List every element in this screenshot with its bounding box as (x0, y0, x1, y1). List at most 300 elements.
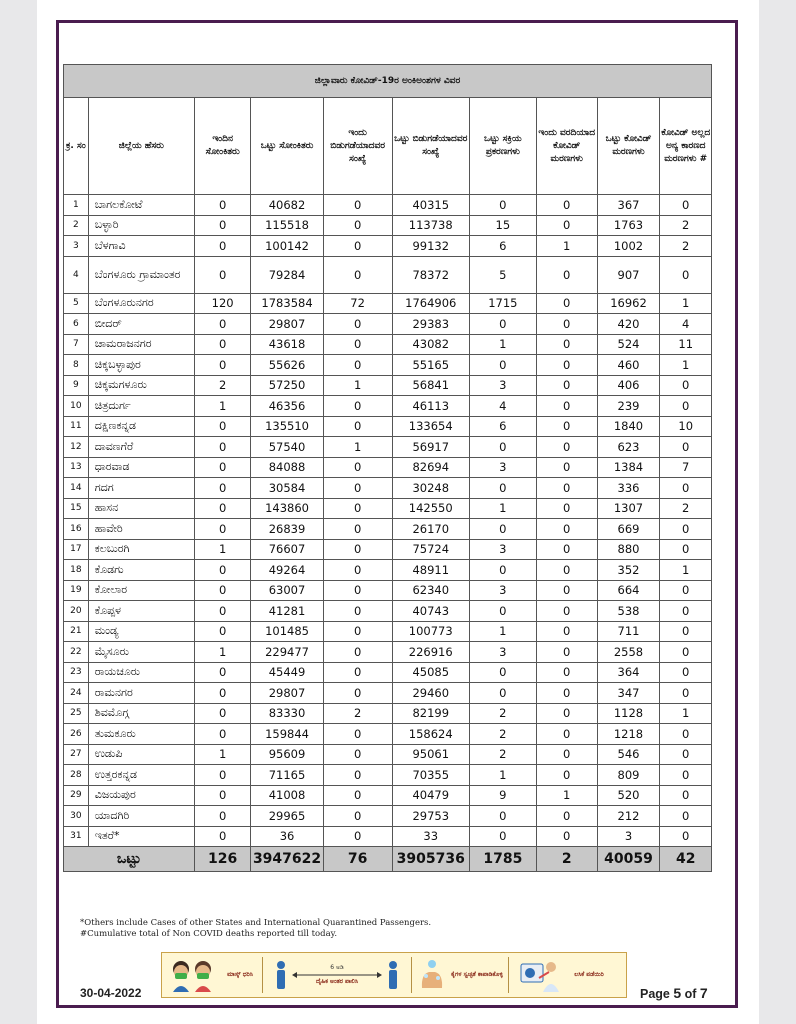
row-today-discharged: 0 (323, 314, 392, 335)
row-active: 1 (469, 765, 536, 786)
row-total-positive: 45449 (251, 662, 323, 683)
row-today-deaths: 1 (536, 236, 597, 257)
row-total-discharged: 75724 (392, 539, 469, 560)
row-non-covid-deaths: 0 (660, 662, 712, 683)
row-today-deaths: 0 (536, 314, 597, 335)
row-sl: 19 (64, 580, 89, 601)
row-total-deaths: 524 (597, 334, 660, 355)
row-sl: 3 (64, 236, 89, 257)
row-today-discharged: 1 (323, 437, 392, 458)
row-total-positive: 49264 (251, 560, 323, 581)
row-today-positive: 0 (194, 580, 251, 601)
row-active: 0 (469, 826, 536, 847)
row-total-positive: 79284 (251, 256, 323, 293)
row-today-deaths: 0 (536, 293, 597, 314)
row-total-deaths: 347 (597, 683, 660, 704)
row-district: ಉತ್ತರಕನ್ನಡ (88, 765, 194, 786)
row-today-deaths: 0 (536, 806, 597, 827)
row-today-positive: 2 (194, 375, 251, 396)
row-today-deaths: 0 (536, 334, 597, 355)
row-active: 3 (469, 457, 536, 478)
distance-block (292, 964, 382, 986)
table-row (64, 621, 712, 642)
row-total-deaths: 1307 (597, 498, 660, 519)
row-district: ಗದಗ (88, 478, 194, 499)
row-today-discharged: 0 (323, 744, 392, 765)
row-district: ಬಳ್ಳಾರಿ (88, 215, 194, 236)
row-today-positive: 0 (194, 724, 251, 745)
row-active: 0 (469, 683, 536, 704)
row-total-positive: 57250 (251, 375, 323, 396)
row-total-discharged: 158624 (392, 724, 469, 745)
row-total-positive: 63007 (251, 580, 323, 601)
row-active: 4 (469, 396, 536, 417)
row-non-covid-deaths: 0 (660, 478, 712, 499)
row-total-discharged: 226916 (392, 642, 469, 663)
row-today-deaths: 0 (536, 457, 597, 478)
row-total-discharged: 40315 (392, 195, 469, 216)
covid-district-table (63, 64, 712, 872)
row-today-deaths: 1 (536, 785, 597, 806)
banner-mask-section (162, 953, 262, 997)
row-total-discharged: 29460 (392, 683, 469, 704)
row-today-discharged: 0 (323, 539, 392, 560)
row-non-covid-deaths: 2 (660, 236, 712, 257)
table-row (64, 826, 712, 847)
row-today-positive: 0 (194, 601, 251, 622)
row-today-positive: 1 (194, 744, 251, 765)
table-row (64, 642, 712, 663)
table-row (64, 334, 712, 355)
row-district: ದಕ್ಷಿಣಕನ್ನಡ (88, 416, 194, 437)
row-non-covid-deaths: 7 (660, 457, 712, 478)
row-today-positive: 0 (194, 826, 251, 847)
row-total-deaths: 623 (597, 437, 660, 458)
row-today-positive: 0 (194, 703, 251, 724)
row-non-covid-deaths: 1 (660, 560, 712, 581)
row-active: 1 (469, 621, 536, 642)
row-today-deaths: 0 (536, 580, 597, 601)
row-active: 0 (469, 478, 536, 499)
row-total-discharged: 82199 (392, 703, 469, 724)
row-total-positive: 143860 (251, 498, 323, 519)
row-non-covid-deaths: 0 (660, 195, 712, 216)
row-total-positive: 71165 (251, 765, 323, 786)
row-total-positive: 1783584 (251, 293, 323, 314)
row-active: 15 (469, 215, 536, 236)
row-today-discharged: 0 (323, 396, 392, 417)
row-district: ರಾಮನಗರ (88, 683, 194, 704)
row-total-positive: 41008 (251, 785, 323, 806)
row-district: ಕೊಡಗು (88, 560, 194, 581)
row-total-discharged: 40479 (392, 785, 469, 806)
row-today-positive: 0 (194, 215, 251, 236)
row-today-deaths: 0 (536, 703, 597, 724)
row-total-positive: 101485 (251, 621, 323, 642)
row-sl: 18 (64, 560, 89, 581)
row-non-covid-deaths: 0 (660, 580, 712, 601)
row-total-discharged: 30248 (392, 478, 469, 499)
row-district: ದಾವಣಗೆರೆ (88, 437, 194, 458)
row-non-covid-deaths: 0 (660, 724, 712, 745)
row-sl: 25 (64, 703, 89, 724)
row-total-deaths: 239 (597, 396, 660, 417)
row-district: ಧಾರವಾಡ (88, 457, 194, 478)
row-non-covid-deaths: 0 (660, 785, 712, 806)
row-sl: 6 (64, 314, 89, 335)
header-row (64, 98, 712, 195)
row-today-deaths: 0 (536, 560, 597, 581)
row-non-covid-deaths: 0 (660, 826, 712, 847)
row-sl: 28 (64, 765, 89, 786)
row-today-positive: 0 (194, 416, 251, 437)
row-non-covid-deaths: 0 (660, 396, 712, 417)
row-today-discharged: 2 (323, 703, 392, 724)
table-row (64, 601, 712, 622)
row-today-positive: 0 (194, 355, 251, 376)
table-row (64, 457, 712, 478)
row-sl: 20 (64, 601, 89, 622)
row-non-covid-deaths: 0 (660, 539, 712, 560)
row-total-deaths: 336 (597, 478, 660, 499)
row-district: ಹಾವೇರಿ (88, 519, 194, 540)
row-district: ಬೆಂಗಳೂರುನಗರ (88, 293, 194, 314)
row-total-positive: 83330 (251, 703, 323, 724)
row-total-deaths: 2558 (597, 642, 660, 663)
row-today-deaths: 0 (536, 744, 597, 765)
row-today-positive: 0 (194, 621, 251, 642)
row-sl: 12 (64, 437, 89, 458)
row-total-positive: 100142 (251, 236, 323, 257)
row-sl: 15 (64, 498, 89, 519)
row-district: ಚಿಕ್ಕಬಳ್ಳಾಪುರ (88, 355, 194, 376)
row-non-covid-deaths: 0 (660, 806, 712, 827)
row-active: 0 (469, 806, 536, 827)
row-total-deaths: 538 (597, 601, 660, 622)
safety-banner (161, 952, 627, 998)
row-today-discharged: 0 (323, 478, 392, 499)
row-today-discharged: 1 (323, 375, 392, 396)
row-total-deaths: 907 (597, 256, 660, 293)
row-today-discharged: 0 (323, 498, 392, 519)
row-total-discharged: 70355 (392, 765, 469, 786)
row-sl: 7 (64, 334, 89, 355)
row-total-discharged: 26170 (392, 519, 469, 540)
table-row (64, 806, 712, 827)
row-non-covid-deaths: 0 (660, 437, 712, 458)
row-non-covid-deaths: 1 (660, 355, 712, 376)
row-non-covid-deaths: 0 (660, 765, 712, 786)
row-today-deaths: 0 (536, 375, 597, 396)
row-total-positive: 29965 (251, 806, 323, 827)
row-total-positive: 41281 (251, 601, 323, 622)
row-today-positive: 0 (194, 519, 251, 540)
row-today-deaths: 0 (536, 256, 597, 293)
row-today-positive: 0 (194, 683, 251, 704)
row-active: 1715 (469, 293, 536, 314)
page-total: 7 (699, 985, 708, 1001)
row-non-covid-deaths: 11 (660, 334, 712, 355)
row-today-deaths: 0 (536, 355, 597, 376)
row-district: ವಿಜಯಪುರ (88, 785, 194, 806)
vaccine-icon (519, 958, 563, 992)
row-total-deaths: 520 (597, 785, 660, 806)
row-total-deaths: 1218 (597, 724, 660, 745)
total-total-positive: 3947622 (251, 847, 323, 872)
total-deaths: 40059 (597, 847, 660, 872)
row-non-covid-deaths: 1 (660, 293, 712, 314)
row-total-discharged: 142550 (392, 498, 469, 519)
row-total-discharged: 48911 (392, 560, 469, 581)
header-total-positive: ಒಟ್ಟು ಸೋಂಕಿತರು (251, 98, 323, 195)
row-today-discharged: 0 (323, 826, 392, 847)
total-today-positive: 126 (194, 847, 251, 872)
row-district: ಬೆಳಗಾವಿ (88, 236, 194, 257)
row-today-positive: 1 (194, 396, 251, 417)
total-active: 1785 (469, 847, 536, 872)
row-district: ಯಾದಗಿರಿ (88, 806, 194, 827)
table-row (64, 785, 712, 806)
row-non-covid-deaths: 0 (660, 683, 712, 704)
table-row (64, 724, 712, 745)
row-non-covid-deaths: 10 (660, 416, 712, 437)
row-non-covid-deaths: 0 (660, 621, 712, 642)
row-district: ಕೊಪ್ಪಳ (88, 601, 194, 622)
row-today-positive: 0 (194, 334, 251, 355)
handwash-icon (417, 958, 447, 992)
row-today-deaths: 0 (536, 416, 597, 437)
table-row (64, 703, 712, 724)
row-non-covid-deaths: 2 (660, 215, 712, 236)
row-total-positive: 29807 (251, 683, 323, 704)
row-total-discharged: 33 (392, 826, 469, 847)
row-total-discharged: 40743 (392, 601, 469, 622)
row-today-discharged: 0 (323, 724, 392, 745)
row-total-positive: 40682 (251, 195, 323, 216)
row-today-discharged: 0 (323, 642, 392, 663)
row-today-deaths: 0 (536, 621, 597, 642)
row-district: ಹಾಸನ (88, 498, 194, 519)
row-today-discharged: 0 (323, 416, 392, 437)
row-today-deaths: 0 (536, 215, 597, 236)
row-non-covid-deaths: 0 (660, 642, 712, 663)
row-sl: 11 (64, 416, 89, 437)
person-icon (274, 960, 288, 990)
header-non-covid-deaths: ಕೋವಿಡ್ ಅಲ್ಲದ ಅನ್ಯ ಕಾರಣದ ಮರಣಗಳು # (660, 98, 712, 195)
row-today-deaths: 0 (536, 519, 597, 540)
table-row (64, 437, 712, 458)
row-today-deaths: 0 (536, 539, 597, 560)
row-sl: 17 (64, 539, 89, 560)
row-district: ಕೋಲಾರ (88, 580, 194, 601)
row-total-deaths: 406 (597, 375, 660, 396)
row-total-discharged: 62340 (392, 580, 469, 601)
row-total-discharged: 113738 (392, 215, 469, 236)
row-today-positive: 0 (194, 437, 251, 458)
row-total-deaths: 669 (597, 519, 660, 540)
row-total-deaths: 364 (597, 662, 660, 683)
row-total-discharged: 56917 (392, 437, 469, 458)
row-today-discharged: 0 (323, 580, 392, 601)
row-today-positive: 0 (194, 236, 251, 257)
header-total-deaths: ಒಟ್ಟು ಕೋವಿಡ್ ಮರಣಗಳು (597, 98, 660, 195)
row-district: ಇತರೆ* (88, 826, 194, 847)
row-active: 3 (469, 580, 536, 601)
row-sl: 4 (64, 256, 89, 293)
row-total-discharged: 78372 (392, 256, 469, 293)
row-total-deaths: 1384 (597, 457, 660, 478)
table-row (64, 416, 712, 437)
header-today-deaths: ಇಂದು ವರದಿಯಾದ ಕೋವಿಡ್ ಮರಣಗಳು (536, 98, 597, 195)
row-total-discharged: 56841 (392, 375, 469, 396)
row-today-discharged: 72 (323, 293, 392, 314)
row-non-covid-deaths: 0 (660, 744, 712, 765)
banner-hygiene-section (412, 953, 508, 997)
table-row (64, 478, 712, 499)
table-row (64, 256, 712, 293)
row-sl: 13 (64, 457, 89, 478)
row-today-positive: 1 (194, 642, 251, 663)
row-today-discharged: 0 (323, 215, 392, 236)
row-non-covid-deaths: 0 (660, 256, 712, 293)
row-active: 0 (469, 355, 536, 376)
table-row (64, 744, 712, 765)
banner-distance-section (263, 953, 411, 997)
row-today-discharged: 0 (323, 195, 392, 216)
header-today-positive: ಇಂದಿನ ಸೋಂಕಿತರು (194, 98, 251, 195)
row-non-covid-deaths: 0 (660, 601, 712, 622)
row-district: ಮಂಡ್ಯ (88, 621, 194, 642)
row-total-positive: 29807 (251, 314, 323, 335)
row-today-deaths: 0 (536, 195, 597, 216)
row-active: 6 (469, 236, 536, 257)
table-row (64, 195, 712, 216)
row-today-discharged: 0 (323, 256, 392, 293)
table-row (64, 580, 712, 601)
page-current: 5 (673, 985, 682, 1001)
row-district: ಉಡುಪಿ (88, 744, 194, 765)
row-total-deaths: 664 (597, 580, 660, 601)
row-active: 2 (469, 744, 536, 765)
row-total-deaths: 1840 (597, 416, 660, 437)
row-today-discharged: 0 (323, 236, 392, 257)
table-row (64, 355, 712, 376)
row-today-positive: 0 (194, 256, 251, 293)
row-sl: 16 (64, 519, 89, 540)
row-today-positive: 0 (194, 314, 251, 335)
row-total-positive: 36 (251, 826, 323, 847)
row-sl: 1 (64, 195, 89, 216)
row-today-positive: 0 (194, 785, 251, 806)
row-total-discharged: 95061 (392, 744, 469, 765)
row-total-positive: 43618 (251, 334, 323, 355)
row-today-deaths: 0 (536, 498, 597, 519)
row-sl: 2 (64, 215, 89, 236)
banner-vaccine-section (509, 953, 619, 997)
report-date: 30-04-2022 (80, 986, 142, 1000)
row-today-positive: 0 (194, 560, 251, 581)
row-active: 1 (469, 498, 536, 519)
table-row (64, 236, 712, 257)
row-today-deaths: 0 (536, 826, 597, 847)
vaccine-label: ಲಸಿಕೆ ಪಡೆಯಿರಿ (574, 971, 604, 978)
row-active: 9 (469, 785, 536, 806)
row-active: 0 (469, 560, 536, 581)
row-total-positive: 57540 (251, 437, 323, 458)
row-total-positive: 76607 (251, 539, 323, 560)
row-active: 2 (469, 724, 536, 745)
total-row (64, 847, 712, 872)
row-district: ರಾಯಚೂರು (88, 662, 194, 683)
row-today-positive: 120 (194, 293, 251, 314)
row-sl: 29 (64, 785, 89, 806)
row-today-discharged: 0 (323, 560, 392, 581)
row-total-positive: 55626 (251, 355, 323, 376)
row-today-deaths: 0 (536, 662, 597, 683)
row-total-positive: 159844 (251, 724, 323, 745)
row-sl: 14 (64, 478, 89, 499)
row-active: 0 (469, 437, 536, 458)
distance-value: 6 ಅಡಿ (330, 964, 344, 971)
row-total-discharged: 99132 (392, 236, 469, 257)
row-non-covid-deaths: 2 (660, 498, 712, 519)
row-today-positive: 0 (194, 662, 251, 683)
row-total-positive: 95609 (251, 744, 323, 765)
row-district: ಶಿವಮೊಗ್ಗ (88, 703, 194, 724)
page-number (640, 985, 708, 1001)
row-today-deaths: 0 (536, 396, 597, 417)
row-today-positive: 0 (194, 498, 251, 519)
row-sl: 30 (64, 806, 89, 827)
row-total-discharged: 55165 (392, 355, 469, 376)
page-mid: of (681, 987, 700, 1001)
row-total-discharged: 82694 (392, 457, 469, 478)
row-district: ತುಮಕೂರು (88, 724, 194, 745)
table-body (64, 195, 712, 847)
total-non-covid-deaths: 42 (660, 847, 712, 872)
table-row (64, 765, 712, 786)
row-total-deaths: 880 (597, 539, 660, 560)
row-today-discharged: 0 (323, 621, 392, 642)
header-today-discharged: ಇಂದು ಬಿಡುಗಡೆಯಾದವರ ಸಂಖ್ಯೆ (323, 98, 392, 195)
row-non-covid-deaths: 1 (660, 703, 712, 724)
row-total-deaths: 711 (597, 621, 660, 642)
row-active: 3 (469, 642, 536, 663)
row-sl: 8 (64, 355, 89, 376)
row-active: 0 (469, 314, 536, 335)
row-total-discharged: 29383 (392, 314, 469, 335)
table-row (64, 314, 712, 335)
row-today-discharged: 0 (323, 765, 392, 786)
row-district: ಚಿತ್ರದುರ್ಗ (88, 396, 194, 417)
row-total-deaths: 1763 (597, 215, 660, 236)
row-district: ಮೈಸೂರು (88, 642, 194, 663)
table-row (64, 215, 712, 236)
row-today-discharged: 0 (323, 683, 392, 704)
table-row (64, 396, 712, 417)
row-today-discharged: 0 (323, 334, 392, 355)
row-district: ಚಾಮರಾಜನಗರ (88, 334, 194, 355)
distance-label: ದೈಹಿಕ ಅಂತರ ಪಾಲಿಸಿ (315, 978, 359, 985)
row-total-positive: 229477 (251, 642, 323, 663)
table-row (64, 293, 712, 314)
row-today-positive: 0 (194, 478, 251, 499)
header-total-active: ಒಟ್ಟು ಸಕ್ರಿಯ ಪ್ರಕರಣಗಳು (469, 98, 536, 195)
row-total-positive: 46356 (251, 396, 323, 417)
row-sl: 21 (64, 621, 89, 642)
row-non-covid-deaths: 4 (660, 314, 712, 335)
row-sl: 23 (64, 662, 89, 683)
